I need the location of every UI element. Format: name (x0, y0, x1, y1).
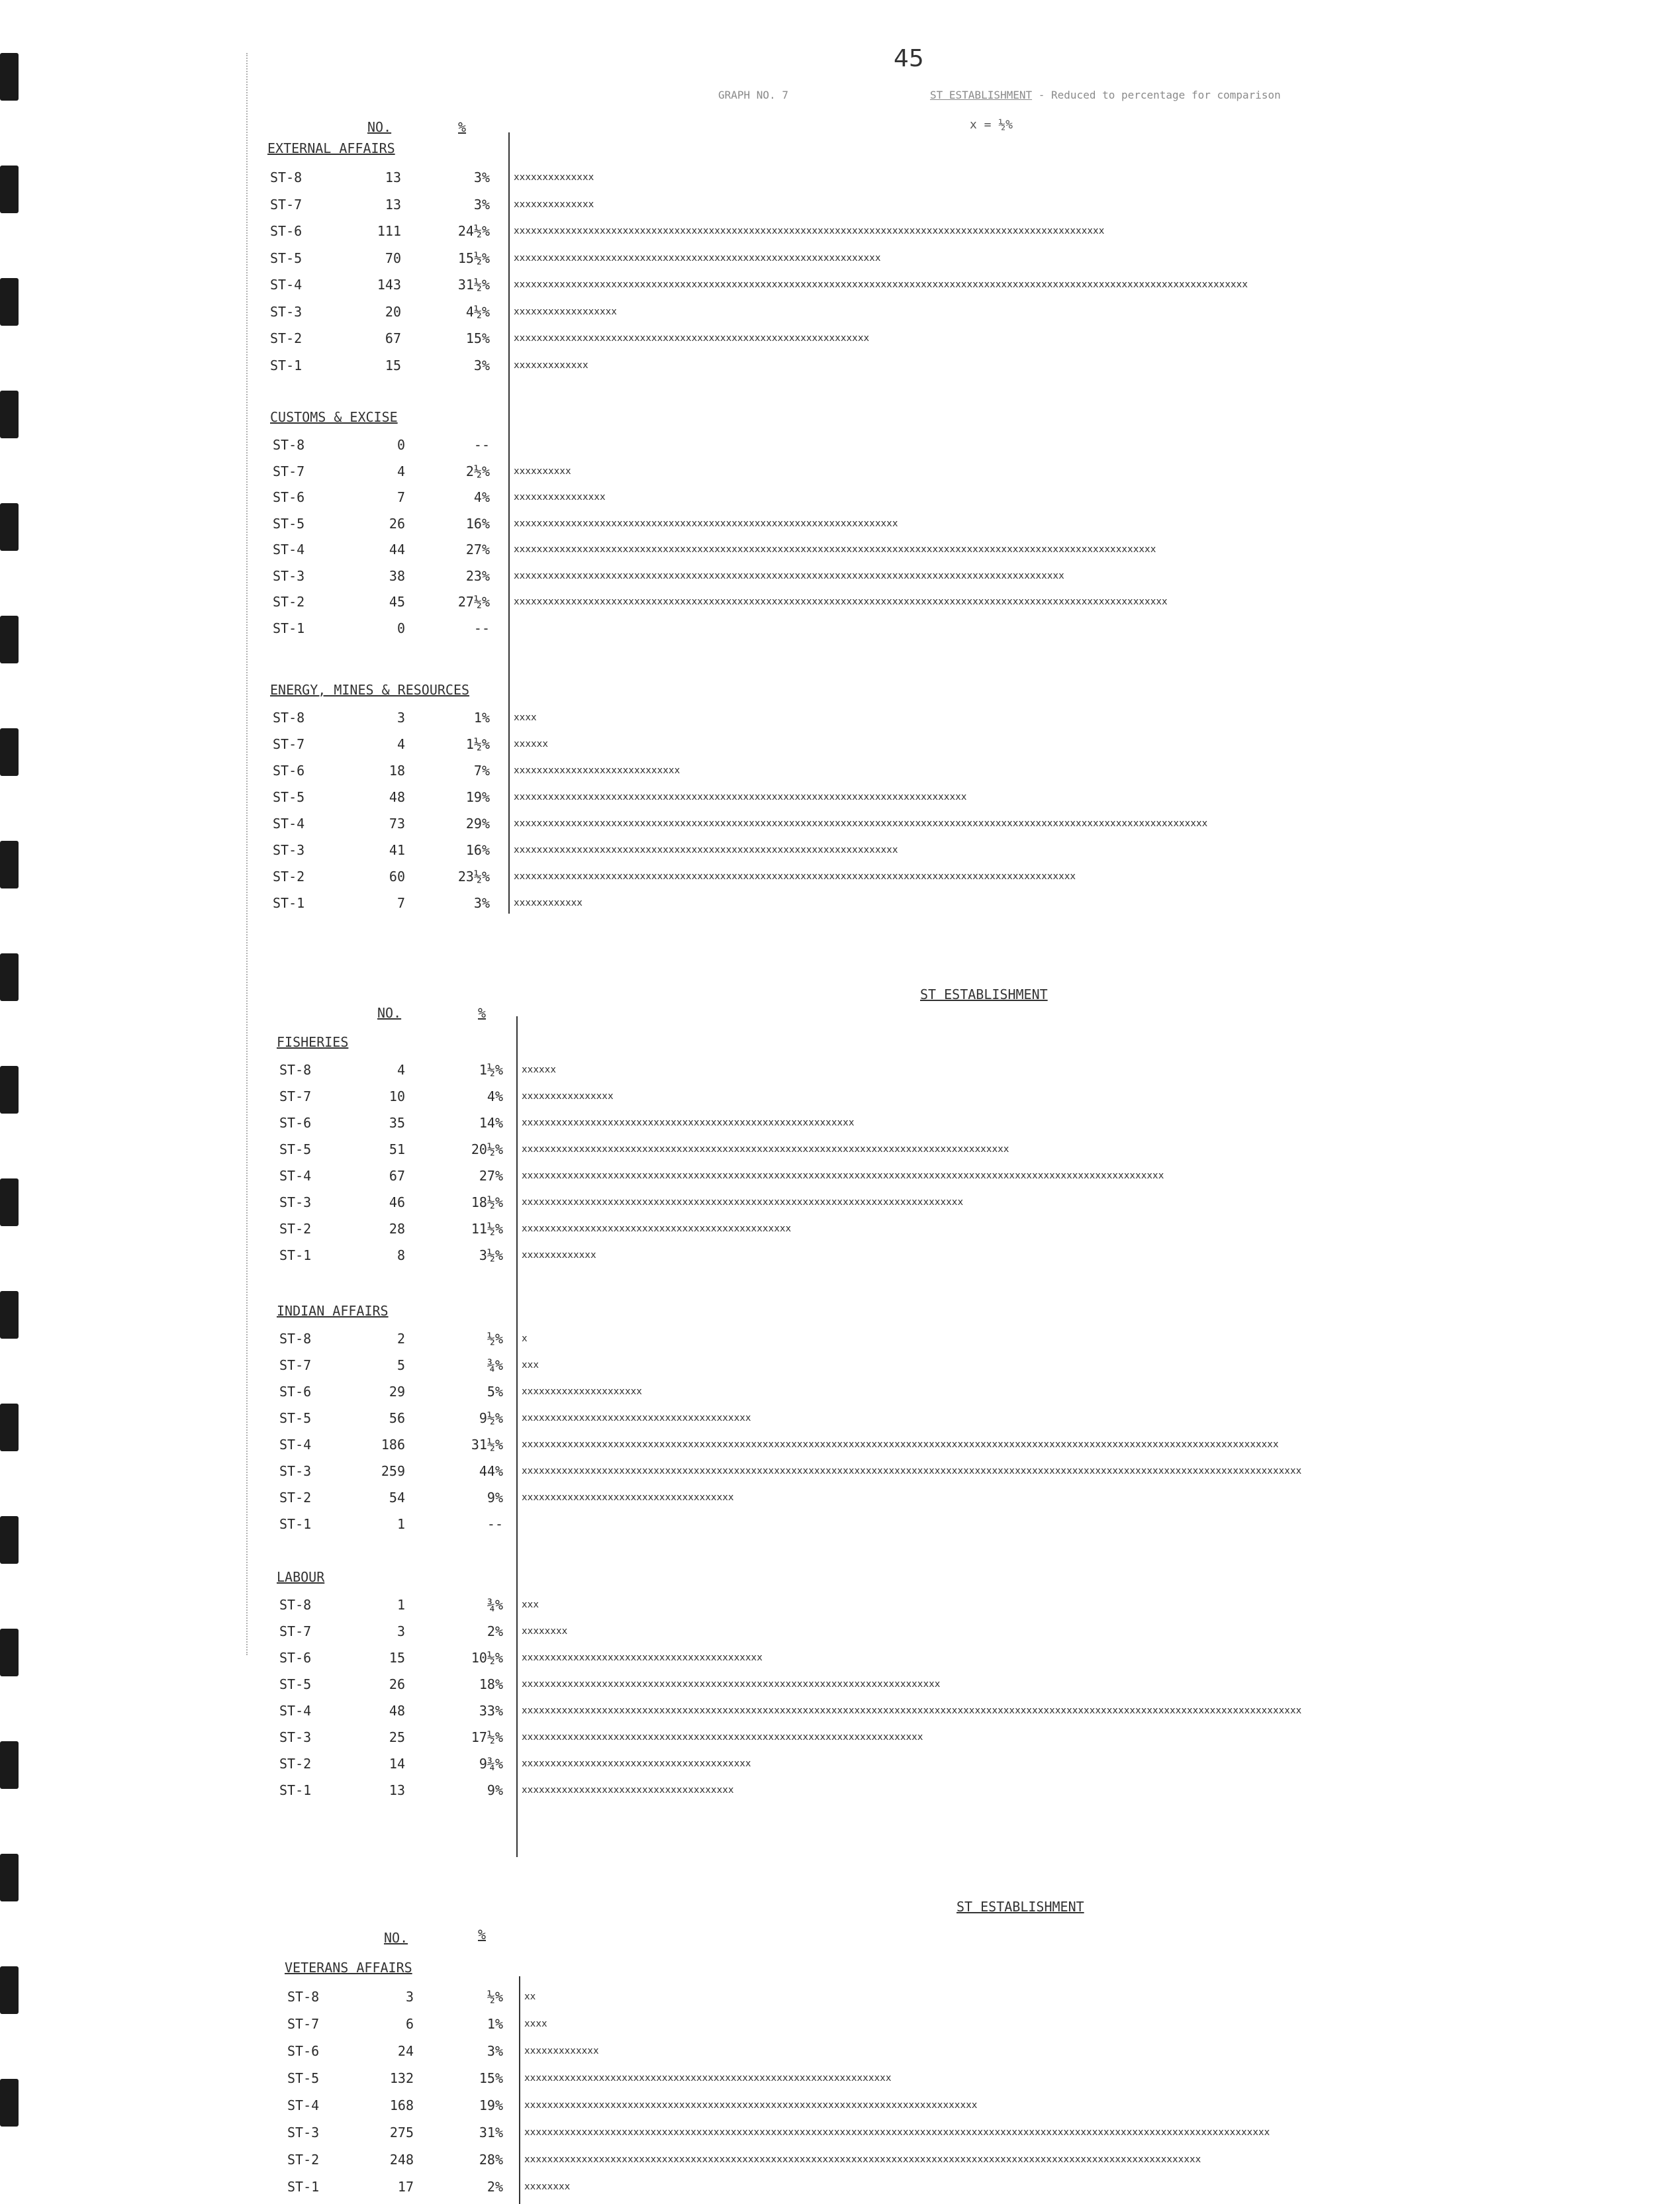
row-count: 73 (389, 816, 405, 832)
row-label: ST-8 (279, 1331, 312, 1347)
bar-mark: xxxxxxxxxxxxxxxxxxxxxxxxxxxxxxxxxxxxxxxx (522, 1413, 751, 1423)
binding-hole (0, 166, 19, 213)
row-count: 15 (385, 357, 401, 373)
binding-hole (0, 1629, 19, 1676)
row-percentage: 1% (487, 2016, 503, 2032)
row-count: 4 (397, 463, 405, 479)
row-count: 0 (397, 620, 405, 636)
row-percentage: 27½% (457, 594, 490, 610)
row-count: 7 (397, 489, 405, 505)
row-percentage: 3½% (479, 1247, 503, 1263)
row-percentage: 23½% (457, 869, 490, 885)
row-percentage: 28% (479, 2152, 503, 2168)
row-percentage: 16% (465, 842, 490, 858)
row-count: 3 (397, 1623, 405, 1639)
row-label: ST-1 (273, 620, 305, 636)
bar-mark: xxxxxxxxxxxxxxxxxxxxxxxxxxxxx (514, 765, 680, 776)
row-count: 26 (389, 515, 405, 532)
row-percentage: -- (487, 1516, 503, 1532)
row-label: ST-8 (273, 437, 305, 453)
row-count: 45 (389, 594, 405, 610)
row-percentage: 4% (473, 489, 490, 505)
bar-mark: xxxxxxxxxxxxxxxxxxxxxxxxxxxxxxxxxxxxxxxxxxxxxxxxxxxxxxxxxxxxxx (514, 333, 870, 344)
bar-mark: xxxxxxxxxxxxx (524, 2046, 599, 2056)
column-label-no: NO. (384, 1930, 408, 1946)
bar-mark: xxxxxxxxxxxxxxxxxxxxxxxxxxxxxxxxxxxxxxxxxxxxxxxxxxxxxxxxxxxxxxxxxxxxxxxxxxxxxxxxxxxxxxxxxxxxxxxxxxxxxxxxxxxxxxxxxxxxxxxxxxxxxxxxxxxx (522, 1439, 1279, 1450)
row-percentage: 2½% (465, 463, 490, 479)
bar-mark: xxxxxxxxxxxxxxxx (514, 492, 606, 503)
row-label: ST-8 (273, 710, 305, 726)
row-percentage: 18½% (471, 1194, 503, 1210)
header-title: ST ESTABLISHMENT (930, 89, 1033, 101)
binding-hole (0, 728, 19, 776)
bar-mark: xxxxxxxxxx (514, 465, 571, 477)
row-label: ST-6 (279, 1650, 312, 1666)
section-title: INDIAN AFFAIRS (277, 1303, 389, 1319)
bar-mark: xxxxxxxxxxxxxxxxxxxxxxxxxxxxxxxxxxxxxxxxxxxxxxxxxxxxxxxxxxxxxxxxxxxxxxxxxxxxxxx (524, 2100, 978, 2111)
bar-mark: xxxxxxxxxxxxxxxxxxxxxxxxxxxxxxxxxxxxxxxxxxxxxxxxxxxxxxxxxxxxxxxxxxxxxxxxxxxxxxxxxxxxxxxxxxxxxxxxxxxxxxxxxxxxxxxxxx (514, 597, 1168, 607)
row-count: 24 (397, 2043, 414, 2059)
row-label: ST-2 (279, 1221, 312, 1237)
binding-hole (0, 1404, 19, 1451)
row-count: 29 (389, 1384, 405, 1400)
row-percentage: 16% (465, 515, 490, 532)
row-label: ST-8 (279, 1062, 312, 1078)
row-percentage: 24½% (457, 223, 490, 239)
row-percentage: 4% (487, 1088, 503, 1104)
row-percentage: 15% (465, 330, 490, 346)
binding-hole (0, 278, 19, 326)
binding-hole (0, 1516, 19, 1564)
bar-mark: xxxxxxxxxxxxxxxxxxxxxxxxxxxxxxxxxxxxxxxxxxxxxxxxxxxxxxxxxxxxxxxxxxxxxxxxxxxxxxx (514, 792, 967, 802)
row-percentage: 19% (465, 789, 490, 805)
section-title: CUSTOMS & EXCISE (270, 409, 398, 425)
row-label: ST-6 (273, 489, 305, 505)
row-count: 132 (389, 2070, 414, 2086)
row-count: 3 (397, 710, 405, 726)
row-label: ST-3 (270, 303, 303, 320)
row-label: ST-8 (270, 169, 303, 185)
bar-mark: xxxxxxxxxxxx (514, 898, 583, 908)
binding-hole (0, 2079, 19, 2127)
row-percentage: 27% (479, 1168, 503, 1184)
row-label: ST-6 (270, 223, 303, 239)
column-label-pct: % (478, 1927, 487, 1942)
row-count: 17 (397, 2179, 414, 2195)
row-label: ST-3 (287, 2125, 320, 2140)
row-label: ST-3 (279, 1729, 312, 1745)
row-label: ST-8 (287, 1989, 320, 2005)
row-label: ST-5 (270, 250, 303, 266)
row-label: ST-7 (279, 1088, 312, 1104)
row-percentage: 9½% (479, 1410, 503, 1426)
row-count: 4 (397, 736, 405, 752)
row-count: 18 (389, 763, 405, 779)
row-count: 20 (385, 303, 401, 320)
row-label: ST-5 (279, 1410, 312, 1426)
row-percentage: 19% (479, 2097, 503, 2113)
row-percentage: ½% (487, 1331, 503, 1347)
row-count: 15 (389, 1650, 405, 1666)
row-label: ST-4 (279, 1168, 312, 1184)
bar-mark: xxxxxxxxxxxxxxxxxxxxxxxxxxxxxxxxxxxxxxxxxxxxxxx (522, 1223, 792, 1234)
row-label: ST-4 (279, 1437, 312, 1453)
row-percentage: 9¾% (479, 1756, 503, 1772)
row-count: 38 (389, 567, 405, 584)
row-percentage: 17½% (471, 1729, 503, 1745)
bar-mark: xxxxxxxxxxxxxxxxxxxxxxxxxxxxxxxxxxxxxxxxxxxxxxxxxxxxxxxxxxxxxxxxxxxxxxxxxxxxxxxxxxxxx (522, 1144, 1009, 1155)
row-count: 168 (389, 2097, 414, 2113)
row-percentage: 7% (473, 763, 490, 779)
section-title: FISHERIES (277, 1034, 349, 1050)
binding-hole (0, 1291, 19, 1339)
row-label: ST-7 (273, 736, 305, 752)
row-percentage: 31½% (457, 277, 490, 293)
bar-mark: xxxxxxxxxxxxxxxxxxxxxxxxxxxxxxxxxxxxxxxxxxxxxxxxxxxxxxxxxxxxxxxxxxxxxxxxxxxxxxxxxxxxxxxxxxxxxxxxxxxxxxxxxxxxxxxx (522, 1171, 1164, 1181)
bar-mark: xxxxxxxxxxxxxxxxxxxxxxxxxxxxxxxxxxxxxxxxxxxxxxxxxxxxxxxxxxxxxxxxxxxxxxxxxxxxxxxxxxxxxxxxxxxxxxxxxxxxxxxxxxxxxxxxxxxxxxxxxxxxxxxxxxxxxxxx (522, 1466, 1302, 1476)
section-title: LABOUR (277, 1569, 325, 1585)
row-percentage: 23% (465, 567, 490, 584)
header-subtitle: - Reduced to percentage for comparison (1032, 89, 1281, 101)
chart-axis (516, 1016, 518, 1857)
row-label: ST-2 (287, 2152, 320, 2168)
section-title: VETERANS AFFAIRS (285, 1960, 412, 1976)
row-count: 51 (389, 1141, 405, 1157)
bar-mark: xxxxxxxxxxxxxxxxxxxxxxxxxxxxxxxxxxxxxxxxxxxxxxxxxxxxxxxxxx (522, 1118, 855, 1128)
row-count: 14 (389, 1756, 405, 1772)
row-label: ST-5 (279, 1676, 312, 1692)
row-percentage: 10½% (471, 1650, 503, 1666)
bar-mark: xxxxxxxxxxxxxxxxxxxxxxxxxxxxxxxxxxxxxxxxxxxxxxxxxxxxxxxxxxxxxxxxxxxxxxxxxxxxxxxxxxxxxxxxxxxxxxxxxxxxxxx (514, 226, 1105, 236)
binding-hole (0, 1854, 19, 1901)
row-count: 13 (389, 1782, 405, 1798)
row-count: 0 (397, 437, 405, 453)
row-count: 4 (397, 1062, 405, 1078)
bar-mark: xxx (522, 1600, 539, 1610)
row-count: 28 (389, 1221, 405, 1237)
row-label: ST-5 (287, 2070, 320, 2086)
row-label: ST-1 (279, 1782, 312, 1798)
bar-mark: xxxxxxxxxxxxxxxxxxxxxxxxxxxxxxxxxxxxxxxxxxxxxxxxxxxxxxxxxxxxxxxx (524, 2073, 892, 2084)
chart-axis (508, 132, 510, 914)
row-percentage: 2% (487, 1623, 503, 1639)
row-percentage: 11½% (471, 1221, 503, 1237)
row-label: ST-5 (273, 515, 305, 532)
row-percentage: 3% (473, 895, 490, 911)
row-count: 1 (397, 1516, 405, 1532)
bar-mark: xxxxxxxxxxxxx (514, 359, 588, 371)
row-label: ST-2 (273, 594, 305, 610)
row-count: 35 (389, 1115, 405, 1131)
row-count: 143 (377, 277, 401, 293)
row-label: ST-4 (273, 816, 305, 832)
row-percentage: 2% (487, 2179, 503, 2195)
binding-hole (0, 1066, 19, 1114)
row-percentage: -- (473, 437, 490, 453)
row-percentage: 9% (487, 1782, 503, 1798)
bar-mark: xxxxxxxxxxxxxxxxxxxxxxxxxxxxxxxxxxxxxxxxxxxxxxxxxxxxxxxxxxxxxxxxxxxxxxxxxxxxxxxxxxxxxxxxxxxxxxxxxxxxxxxxxxxxxxxxxxxxxxxxxxxxxxxx (514, 279, 1248, 290)
bar-mark: xxxxxxxxxxxxxxxxxxxxxxxxxxxxxxxxxxxxxxxxxxxxxxxxxxxxxxxxxxxxxxxxxxxxxx (522, 1732, 923, 1743)
column-label-pct: % (458, 119, 467, 135)
bar-mark: xxxxxxxxxxxxxxxxxxxxxxxxxxxxxxxxxxxxxxxxxxxxxxxxxxxxxxxxxxxxxxxxxxxxxxxxx (522, 1679, 941, 1690)
row-label: ST-3 (279, 1463, 312, 1479)
row-label: ST-6 (279, 1384, 312, 1400)
binding-hole (0, 503, 19, 551)
row-count: 41 (389, 842, 405, 858)
row-label: ST-2 (270, 330, 303, 346)
page-number: 45 (894, 45, 924, 72)
row-label: ST-1 (270, 357, 303, 373)
row-count: 186 (381, 1437, 405, 1453)
row-label: ST-4 (270, 277, 303, 293)
row-label: ST-2 (279, 1756, 312, 1772)
bar-mark: xxxxxxxxxxxxxxxxxxxxxxxxxxxxxxxxxxxxxxxx (522, 1758, 751, 1769)
row-count: 44 (389, 542, 405, 557)
column-label-pct: % (478, 1005, 487, 1021)
bar-mark: xxxxxx (514, 739, 548, 749)
row-percentage: 5% (487, 1384, 503, 1400)
bar-mark: x (522, 1333, 528, 1344)
row-count: 6 (405, 2016, 414, 2032)
section-title: ENERGY, MINES & RESOURCES (270, 682, 470, 698)
row-count: 46 (389, 1194, 405, 1210)
bar-mark: xxxxxxxxxxxxxxxxxxxxxxxxxxxxxxxxxxxxxxxxxxxxxxxxxxxxxxxxxxxxxxxxxxxxxxxxxxxxxxxxxxxxxxxxxxxxxxxxxxxxxxxxxxxxxxxxxxxxxxxxxxxxxxxxxx (524, 2127, 1270, 2138)
row-label: ST-1 (279, 1247, 312, 1263)
bar-mark: xxxx (524, 2019, 547, 2029)
row-percentage: 15½% (457, 250, 490, 266)
row-label: ST-5 (279, 1141, 312, 1157)
row-percentage: 9% (487, 1490, 503, 1506)
row-percentage: 3% (473, 169, 490, 185)
row-label: ST-6 (287, 2043, 320, 2059)
row-count: 48 (389, 1703, 405, 1719)
row-label: ST-2 (279, 1490, 312, 1506)
row-percentage: 15% (479, 2070, 503, 2086)
row-percentage: 1½% (479, 1062, 503, 1078)
row-percentage: ¾% (487, 1597, 503, 1613)
row-percentage: 27% (465, 542, 490, 557)
bar-mark: xxxxxxxxxxxxxxxxxxxxxxxxxxxxxxxxxxxxxxxxxxxxxxxxxxxxxxxxxxxxxxxxxxxxxxxxxxxxxxxxxxxxxxxxxxxxxxxxxx (514, 871, 1076, 882)
row-count: 8 (397, 1247, 405, 1263)
row-percentage: 33% (479, 1703, 503, 1719)
bar-mark: xxxxxxxxxxxxxxxxxxxxxxxxxxxxxxxxxxxxxxxxxxxxxxxxxxxxxxxxxxxxxxxxxxx (514, 845, 898, 855)
row-label: ST-7 (279, 1623, 312, 1639)
bar-mark: xxxxxxxxxxxxxxxxxxxxxxxxxxxxxxxxxxxxxxxxxxxxxxxxxxxxxxxxxxxxxxxxxxxxxxxxxxxxxxxxxxxxxxxxxxxxxxxx (514, 570, 1064, 581)
scale-note: x = ½% (970, 118, 1013, 132)
row-label: ST-7 (270, 196, 303, 213)
row-count: 13 (385, 196, 401, 213)
row-count: 259 (381, 1463, 405, 1479)
row-label: ST-4 (279, 1703, 312, 1719)
row-count: 54 (389, 1490, 405, 1506)
bar-mark: xxxxxxxx (522, 1626, 568, 1637)
block-title: ST ESTABLISHMENT (957, 1899, 1084, 1915)
row-count: 25 (389, 1729, 405, 1745)
row-count: 111 (377, 223, 401, 239)
binding-hole (0, 841, 19, 888)
row-percentage: -- (473, 620, 490, 636)
bar-mark: xxxxxxxxxxxxxxxx (522, 1091, 614, 1102)
binding-hole (0, 53, 19, 101)
bar-mark: xxxxxxxxxxxxxx (514, 172, 594, 183)
row-label: ST-7 (279, 1357, 312, 1373)
row-label: ST-4 (287, 2097, 320, 2113)
bar-mark: xxxxxxxx (524, 2181, 571, 2192)
bar-mark: xxxxxxxxxxxxxx (514, 199, 594, 210)
row-count: 67 (389, 1168, 405, 1184)
row-percentage: 3% (473, 357, 490, 373)
bar-mark: xxxxxxxxxxxxxxxxxxxxxxxxxxxxxxxxxxxxxxxxxxxxxxxxxxxxxxxxxxxxxxxxxxxxxxxxxxxxxxxxxxxxxxxxxxxxxxxxxxxxxxxxxxxxxxxxxxxxxxxxx (514, 818, 1208, 829)
row-label: ST-1 (287, 2179, 320, 2195)
row-percentage: 20½% (471, 1141, 503, 1157)
row-count: 3 (405, 1989, 414, 2005)
row-count: 67 (385, 330, 401, 346)
row-label: ST-3 (279, 1194, 312, 1210)
bar-mark: xxxxxx (522, 1065, 556, 1075)
row-count: 248 (389, 2152, 414, 2168)
row-count: 1 (397, 1597, 405, 1613)
row-label: ST-6 (279, 1115, 312, 1131)
bar-mark: xxxxxxxxxxxxxxxxxxxxxxxxxxxxxxxxxxxxxxxxxxxxxxxxxxxxxxxxxxxxxxxxxxxxxxxxxxxxx (522, 1197, 964, 1208)
row-label: ST-8 (279, 1597, 312, 1613)
row-count: 48 (389, 789, 405, 805)
row-percentage: 18% (479, 1676, 503, 1692)
bar-mark: xxxxxxxxxxxxxxxxxxxxxxxxxxxxxxxxxxxxx (522, 1785, 734, 1796)
row-label: ST-4 (273, 542, 305, 557)
bar-mark: xx (524, 1991, 536, 2002)
row-label: ST-2 (273, 869, 305, 885)
bar-mark: xxxxxxxxxxxxxxxxxxxxx (522, 1386, 642, 1397)
column-label-no: NO. (367, 119, 392, 135)
bar-mark: xxxx (514, 712, 537, 723)
bar-mark: xxxxxxxxxxxxx (522, 1250, 596, 1261)
row-percentage: ¾% (487, 1357, 503, 1373)
bar-mark: xxxxxxxxxxxxxxxxxxxxxxxxxxxxxxxxxxxxxxxxxxxxxxxxxxxxxxxxxxxxxxxx (514, 252, 881, 264)
row-count: 60 (389, 869, 405, 885)
page-left-edge (246, 53, 248, 1655)
bar-mark: xxxxxxxxxxxxxxxxxxxxxxxxxxxxxxxxxxxxxxxxxxxxxxxxxxxxxxxxxxxxxxxxxxxxxxxxxxxxxxxxxxxxxxxxxxxxxxxxxxxxxxxxxxxxxxxxxxxxxx (524, 2154, 1201, 2165)
binding-hole (0, 391, 19, 438)
row-count: 7 (397, 895, 405, 911)
row-count: 5 (397, 1357, 405, 1373)
row-percentage: 1½% (465, 736, 490, 752)
row-label: ST-7 (287, 2016, 320, 2032)
binding-hole (0, 1966, 19, 2014)
row-percentage: 3% (487, 2043, 503, 2059)
section-title: EXTERNAL AFFAIRS (267, 140, 395, 156)
row-percentage: 31% (479, 2125, 503, 2140)
row-percentage: 44% (479, 1463, 503, 1479)
bar-mark: xxxxxxxxxxxxxxxxxxxxxxxxxxxxxxxxxxxxxxxxxxxxxxxxxxxxxxxxxxxxxxxxxxx (514, 518, 898, 529)
row-percentage: 3% (473, 196, 490, 213)
row-label: ST-1 (273, 895, 305, 911)
row-label: ST-5 (273, 789, 305, 805)
row-label: ST-3 (273, 842, 305, 858)
row-label: ST-3 (273, 567, 305, 584)
row-percentage: 1% (473, 710, 490, 726)
binding-hole (0, 616, 19, 663)
row-count: 56 (389, 1410, 405, 1426)
bar-mark: xxxxxxxxxxxxxxxxxxxxxxxxxxxxxxxxxxxxxxxxxx (522, 1653, 763, 1663)
bar-mark: xxxxxxxxxxxxxxxxxxxxxxxxxxxxxxxxxxxxx (522, 1492, 734, 1503)
row-count: 26 (389, 1676, 405, 1692)
row-percentage: 31½% (471, 1437, 503, 1453)
chart-axis (519, 1976, 520, 2204)
row-percentage: 29% (465, 816, 490, 832)
block-title: ST ESTABLISHMENT (920, 986, 1048, 1002)
row-percentage: 14% (479, 1115, 503, 1131)
row-label: ST-7 (273, 463, 305, 479)
bar-mark: xxxxxxxxxxxxxxxxxxxxxxxxxxxxxxxxxxxxxxxxxxxxxxxxxxxxxxxxxxxxxxxxxxxxxxxxxxxxxxxxxxxxxxxxxxxxxxxxxxxxxxxxxxxxxxxx (514, 544, 1156, 555)
bar-mark: xxxxxxxxxxxxxxxxxx (514, 306, 617, 317)
binding-hole (0, 953, 19, 1001)
bar-mark: xxxxxxxxxxxxxxxxxxxxxxxxxxxxxxxxxxxxxxxxxxxxxxxxxxxxxxxxxxxxxxxxxxxxxxxxxxxxxxxxxxxxxxxxxxxxxxxxxxxxxxxxxxxxxxxxxxxxxxxxxxxxxxxxxxxxxxxx (522, 1705, 1302, 1716)
row-count: 10 (389, 1088, 405, 1104)
row-label: ST-6 (273, 763, 305, 779)
row-count: 70 (385, 250, 401, 266)
row-count: 2 (397, 1331, 405, 1347)
row-percentage: 4½% (465, 303, 490, 320)
binding-hole (0, 1178, 19, 1226)
page-header (930, 89, 1281, 101)
column-label-no: NO. (377, 1005, 402, 1021)
bar-mark: xxx (522, 1360, 539, 1370)
row-percentage: ½% (487, 1989, 503, 2005)
graph-reference: GRAPH NO. 7 (718, 89, 788, 101)
row-count: 13 (385, 169, 401, 185)
binding-hole (0, 1741, 19, 1789)
row-count: 275 (389, 2125, 414, 2140)
row-label: ST-1 (279, 1516, 312, 1532)
